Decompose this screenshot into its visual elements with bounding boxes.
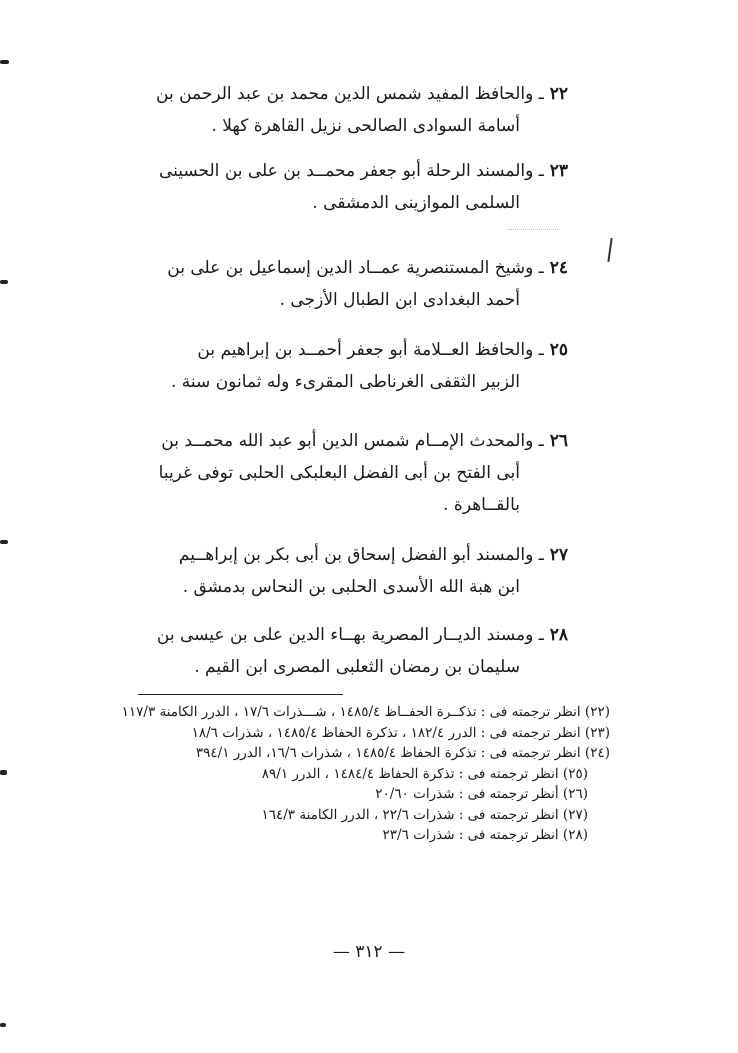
entry-number: ٢٧ (549, 545, 568, 565)
scan-speck (508, 229, 560, 231)
entry-text-line2: ابن هبة الله الأسدى الحلبى بن النحاس بدمشق . (182, 577, 520, 597)
entry-number: ٢٦ (549, 431, 568, 451)
entry-text-line2: سليمان بن رمضان الثعلبى المصرى ابن القيم . (194, 657, 520, 677)
entry-text-line2: أبى الفتح بن أبى الفضل البعلبكى الحلبى توفى غريبا (158, 463, 520, 483)
entry-26 (98, 425, 568, 521)
footnote-separator (138, 694, 343, 695)
entry-23 (98, 155, 568, 219)
entry-28 (98, 619, 568, 683)
entry-25 (98, 334, 568, 398)
page-number: — ٣١٢ — (332, 942, 406, 962)
footnote-27: (٢٧) انظر ترجمته فى : شذرات ٢٢/٦ ، الدرر الكامنة ١٦٤/٣ (261, 806, 588, 823)
footnote-22: (٢٢) انظر ترجمته فى : تذكــرة الحفــاظ ١٤٨٥/٤ ، شـــذرات ١٧/٦ ، الدرر الكامنة ١١٧/٣ (121, 704, 610, 720)
entry-number: ٢٤ (549, 258, 568, 278)
entry-27 (98, 539, 568, 603)
entry-number: ٢٣ (549, 161, 568, 181)
scan-mark (0, 770, 7, 775)
footnotes (120, 702, 610, 846)
footnote-24: (٢٤) انظر ترجمته فى : تذكرة الحفاظ ١٤٨٥/٤ ، شذرات ١٦/٦، الدرر ٣٩٤/١ (195, 745, 610, 761)
entry-number: ٢٨ (549, 625, 568, 645)
footnote-26: (٢٦) أنظر ترجمته فى : شذرات ٢٠/٦٠ (375, 786, 588, 802)
entry-text-line1: ـ وشيخ المستنصرية عمــاد الدين إسماعيل بن على بن (167, 258, 544, 278)
entry-text-line1: ـ والمحدث الإمــام شمس الدين أبو عبد الله محمــد بن (161, 431, 544, 451)
entry-number: ٢٥ (549, 340, 568, 360)
scan-mark (0, 280, 8, 284)
scan-mark (0, 540, 8, 544)
entry-text-line1: ـ والحافظ العــلامة أبو جعفر أحمــد بن إبراهيم بن (197, 340, 544, 360)
entry-text-line1: ـ والمسند الرحلة أبو جعفر محمــد بن على بن الحسينى (158, 161, 544, 181)
entry-24 (98, 252, 568, 316)
entry-text-line1: ـ والحافظ المفيد شمس الدين محمد بن عبد الرحمن بن (156, 84, 544, 104)
entry-text-line2: الزبير الثقفى الغرناطى المقرىء وله ثمانون سنة . (171, 372, 520, 392)
footnote-23: (٢٣) انظر ترجمته فى : الدرر ١٨٢/٤ ، تذكرة الحفاظ ١٤٨٥/٤ ، شذرات ١٨/٦ (191, 724, 610, 741)
entry-22 (98, 78, 568, 142)
entry-number: ٢٢ (549, 84, 568, 104)
entry-text-line2: أحمد البغدادى ابن الطبال الأزجى . (279, 290, 520, 310)
entry-text-line3: بالقــاهرة . (443, 495, 520, 515)
entry-text-line1: ـ والمسند أبو الفضل إسحاق بن أبى بكر بن إبراهــيم (178, 545, 544, 565)
footnote-25: (٢٥) انظر ترجمته فى : تذكرة الحفاظ ١٤٨٤/٤ ، الدرر ٨٩/١ (261, 765, 588, 782)
footnote-28: (٢٨) انظر ترجمته فى : شذرات ٢٣/٦ (382, 827, 588, 843)
scan-mark (0, 60, 9, 64)
entry-text-line2: أسامة السوادى الصالحى نزيل القاهرة كهلا . (211, 116, 520, 136)
entry-text-line2: السلمى الموازينى الدمشقى . (312, 193, 520, 213)
scan-mark (0, 1023, 6, 1027)
entry-text-line1: ـ ومسند الديــار المصرية بهــاء الدين على بن عيسى بن (156, 625, 544, 645)
